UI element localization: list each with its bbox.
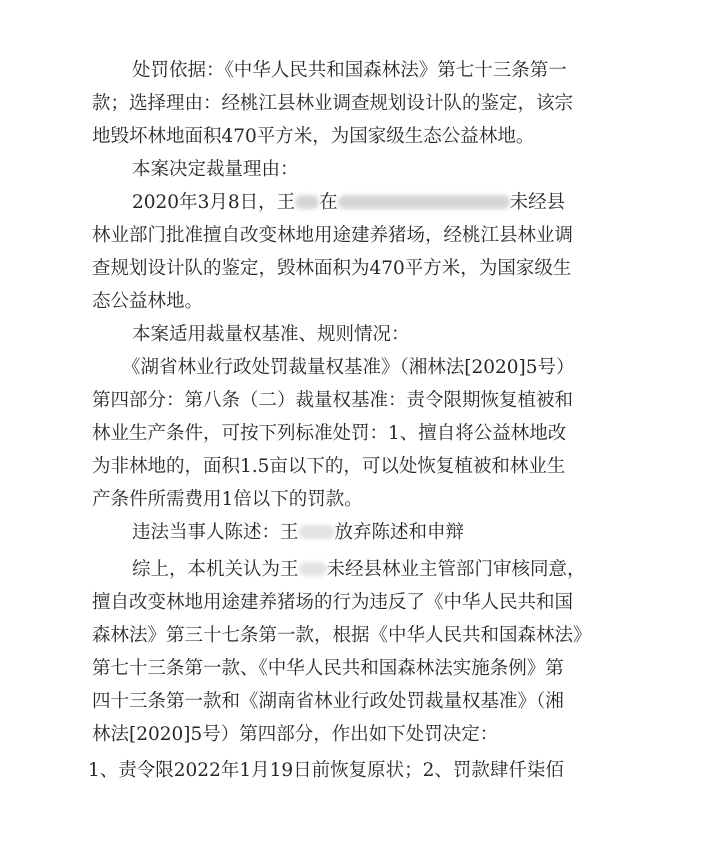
paragraph-line-21: 林法[2020]5号）第四部分，作出如下处罚决定：: [92, 724, 499, 745]
paragraph-line-5: [132, 192, 565, 214]
paragraph-line-8: 态公益林地。: [92, 291, 204, 312]
section-heading-reason: 本案决定裁量理由：: [132, 159, 299, 180]
line-text-before: 2020年3月8日，王: [132, 192, 296, 213]
paragraph-line-14: 产条件所需费用1倍以下的罚款。: [92, 489, 363, 510]
redaction-mark: [299, 525, 335, 539]
paragraph-line-1: 处罚依据：《中华人民共和国森林法》第七十三条第一: [132, 60, 567, 81]
paragraph-line-12: 林业生产条件，可按下列标准处罚：1、擅自将公益林地改: [92, 423, 567, 444]
paragraph-line-18: 森林法》第三十七条第一款，根据《中华人民共和国森林法》: [92, 625, 592, 646]
paragraph-line-16: [132, 559, 586, 581]
line-text-after: 未经县: [509, 192, 566, 213]
paragraph-line-7: 查规划设计队的鉴定，毁林面积为470平方米，为国家级生: [92, 258, 572, 279]
paragraph-line-15: [132, 522, 464, 544]
line-text-before: 违法当事人陈述：王: [132, 522, 299, 543]
section-heading-standards: 本案适用裁量权基准、规则情况：: [132, 324, 410, 345]
paragraph-line-2: 款；选择理由：经桃江县林业调查规划设计队的鉴定，该宗: [92, 93, 574, 114]
paragraph-line-10: 《湖省林业行政处罚裁量权基准》（湘林法[2020]5号）: [122, 357, 575, 378]
paragraph-line-22: 1、责令限2022年1月19日前恢复原状；2、罚款肆仟柒佰: [88, 760, 564, 781]
paragraph-line-17: 擅自改变林地用途建养猪场的行为违反了《中华人民共和国: [92, 592, 574, 613]
paragraph-line-3: 地毁坏林地面积470平方米，为国家级生态公益林地。: [92, 126, 535, 147]
paragraph-line-20: 四十三条第一款和《湖南省林业行政处罚裁量权基准》（湘: [92, 691, 564, 712]
paragraph-line-11: 第四部分：第八条（二）裁量权基准：责令限期恢复植被和: [92, 390, 574, 411]
redaction-mark: [295, 195, 319, 209]
redaction-mark: [338, 195, 510, 209]
paragraph-line-19: 第七十三条第一款、《中华人民共和国森林法实施条例》第: [92, 658, 564, 679]
paragraph-line-6: 林业部门批准擅自改变林地用途建养猪场，经桃江县林业调: [92, 225, 574, 246]
paragraph-line-13: 为非林地的，面积1.5亩以下的，可以处恢复植被和林业生: [92, 456, 566, 477]
line-text-before: 综上，本机关认为王: [132, 559, 299, 580]
line-text-middle: 在: [319, 192, 338, 213]
line-text-after: 未经县林业主管部门审核同意，: [326, 559, 586, 580]
line-text-after: 放弃陈述和申辩: [334, 522, 465, 543]
redaction-mark: [299, 562, 327, 576]
